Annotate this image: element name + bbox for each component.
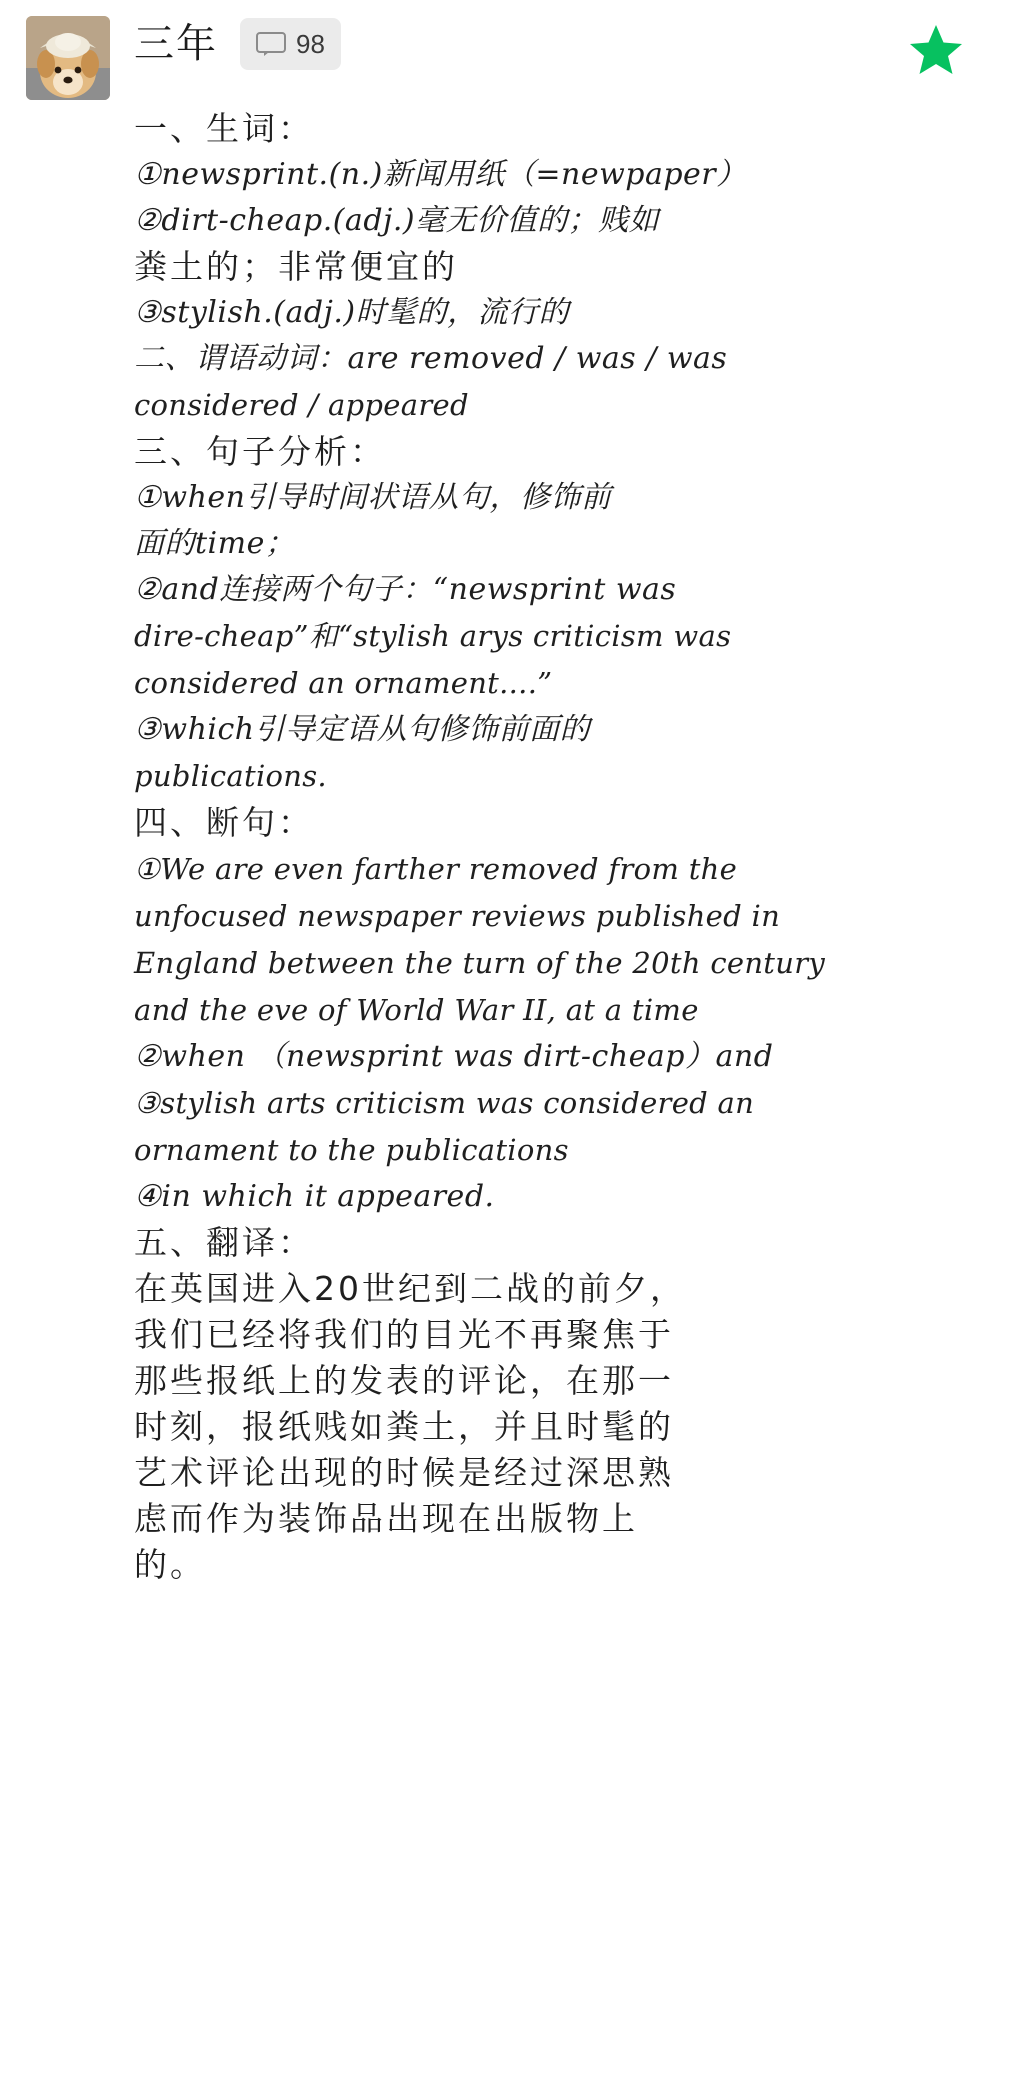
note-line: dire-cheap”和“stylish arys criticism was [134,619,732,653]
note-line: considered an ornament....” [134,666,553,700]
note-line: ④in which it appeared. [134,1179,495,1214]
note-line: England between the turn of the 20th century [134,946,826,980]
comment-count: 98 [296,28,325,59]
star-icon[interactable] [908,22,964,78]
note-line: ②and连接两个句子：“newsprint was [134,572,677,607]
note-line: 五、翻译： [134,1223,314,1262]
page-title: 三年 [134,21,218,67]
note-line: 虑而作为装饰品出现在出版物上 [134,1499,638,1538]
note-content [26,106,1000,1588]
note-line: and the eve of World War II, at a time [134,993,699,1027]
note-line: 在英国进入20世纪到二战的前夕， [134,1269,686,1308]
note-line: ①when引导时间状语从句，修饰前 [134,480,612,515]
dog-avatar-image [26,16,110,100]
note-line: ③stylish.(adj.)时髦的，流行的 [134,295,570,330]
note-line: ornament to the publications [134,1133,569,1167]
note-line: 粪土的；非常便宜的 [134,247,458,286]
avatar[interactable] [26,16,110,100]
note-line: 二、谓语动词：are removed / was / was [134,341,728,376]
note-line: ①We are even farther removed from the [134,852,738,886]
note-header [26,14,1000,104]
note-line: ③stylish arts criticism was considered an [134,1086,755,1120]
note-line: 面的time； [134,526,296,561]
note-line: ②dirt-cheap.(adj.)毫无价值的；贱如 [134,203,660,238]
note-line: unfocused newspaper reviews published in [134,899,781,933]
note-line: ③which引导定语从句修饰前面的 [134,712,591,747]
header-main [110,14,1000,70]
note-line: 那些报纸上的发表的评论，在那一 [134,1361,674,1400]
note-line: ①newsprint.(n.)新闻用纸（=newpaper） [134,157,747,192]
note-line: 三、句子分析： [134,432,386,471]
note-line: 我们已经将我们的目光不再聚焦于 [134,1315,674,1354]
speech-bubble-icon [256,32,286,56]
note-line: 一、生词： [134,109,314,148]
note-line: publications. [134,759,327,793]
note-line: considered / appeared [134,388,469,422]
note-line: 的。 [134,1545,206,1584]
note-line: 艺术评论出现的时候是经过深思熟 [134,1453,674,1492]
note-line: ②when （newsprint was dirt-cheap）and [134,1039,774,1074]
comment-count-chip[interactable] [240,18,341,70]
note-line: 四、断句： [134,803,314,842]
note-line: 时刻，报纸贱如粪土，并且时髦的 [134,1407,674,1446]
